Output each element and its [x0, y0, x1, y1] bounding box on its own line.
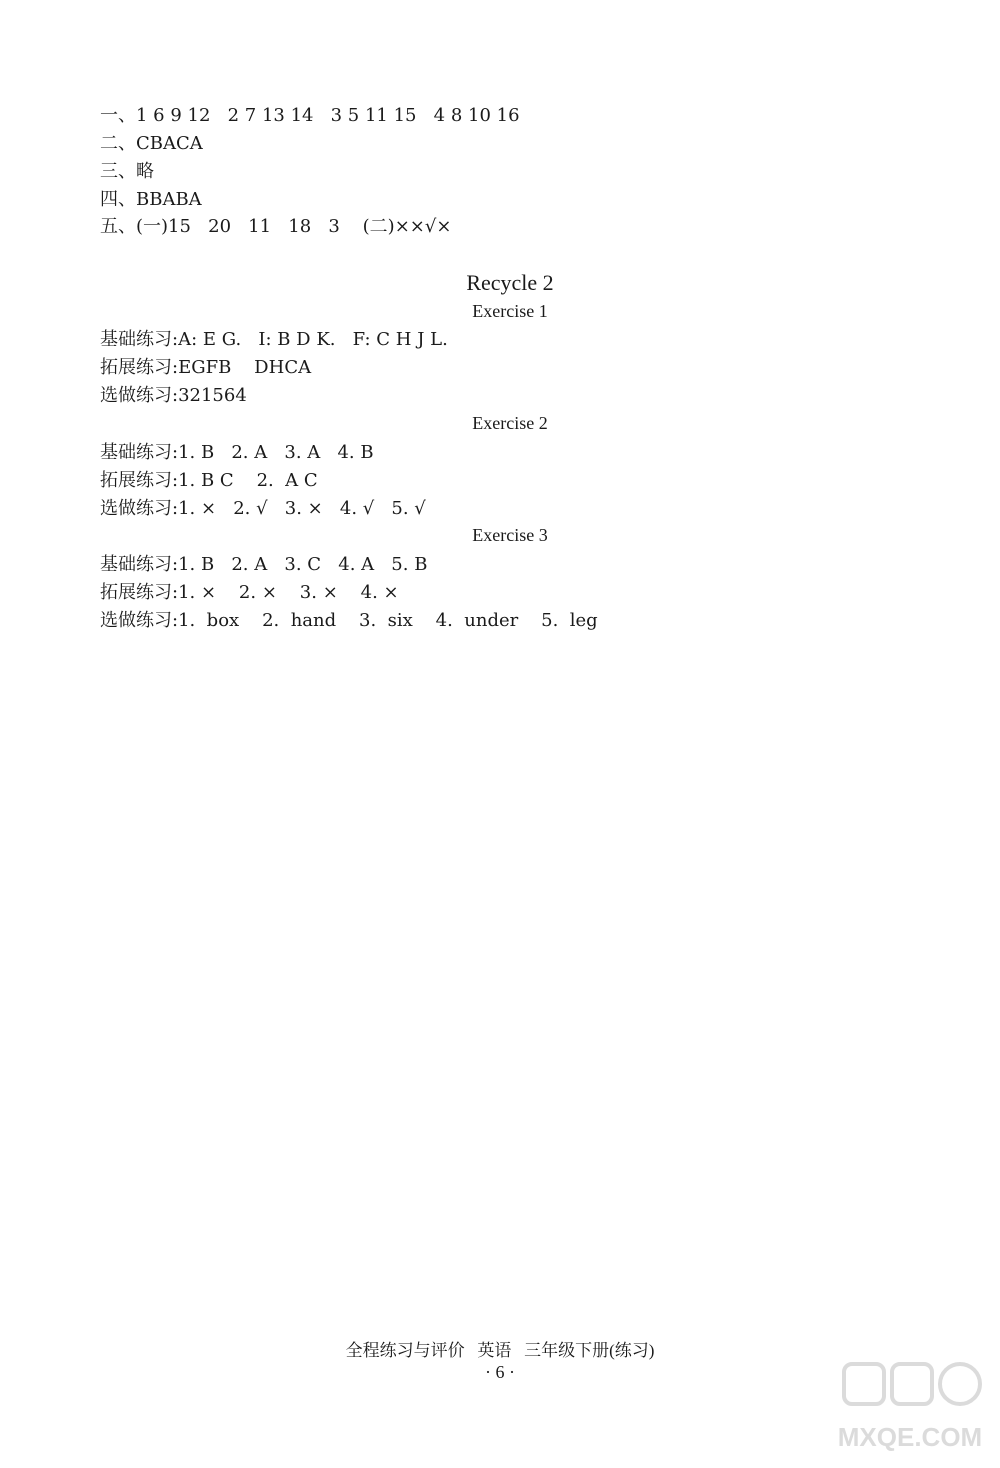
answer-line-2: 二、CBACA — [100, 133, 203, 154]
exercise-3-title: Exercise 3 — [472, 525, 548, 545]
exercise-2-extend: 拓展练习:1. B C 2. A C — [100, 470, 318, 491]
answer-line-3: 三、略 — [100, 161, 154, 182]
exercise-2-basic: 基础练习:1. B 2. A 3. A 4. B — [100, 442, 374, 463]
exercise-2-optional: 选做练习:1. × 2. √ 3. × 4. √ 5. √ — [100, 498, 426, 519]
watermark-text: MXQE.COM — [837, 1422, 983, 1452]
exercise-3-extend: 拓展练习:1. × 2. × 3. × 4. × — [100, 582, 399, 603]
footer-title: 全程练习与评价 英语 三年级下册(练习) — [345, 1341, 655, 1360]
page-number: · 6 · — [485, 1362, 515, 1382]
watermark — [830, 1350, 990, 1460]
answer-line-5: 五、(一)15 20 11 18 3 (二)××√× — [100, 216, 452, 237]
exercise-1-title: Exercise 1 — [472, 301, 548, 321]
exercise-3-optional: 选做练习:1. box 2. hand 3. six 4. under 5. leg — [100, 610, 598, 631]
answer-line-1: 一、1 6 9 12 2 7 13 14 3 5 11 15 4 8 10 16 — [100, 105, 520, 126]
exercise-3-basic: 基础练习:1. B 2. A 3. C 4. A 5. B — [100, 554, 428, 575]
exercise-1-basic: 基础练习:A: E G. I: B D K. F: C H J L. — [100, 329, 448, 350]
watermark-logo-icon — [830, 1350, 990, 1460]
exercise-1-extend: 拓展练习:EGFB DHCA — [100, 357, 312, 378]
exercise-2-title: Exercise 2 — [472, 413, 548, 433]
section-title: Recycle 2 — [466, 270, 554, 295]
answer-line-4: 四、BBABA — [100, 189, 202, 210]
exercise-1-optional: 选做练习:321564 — [100, 385, 247, 406]
